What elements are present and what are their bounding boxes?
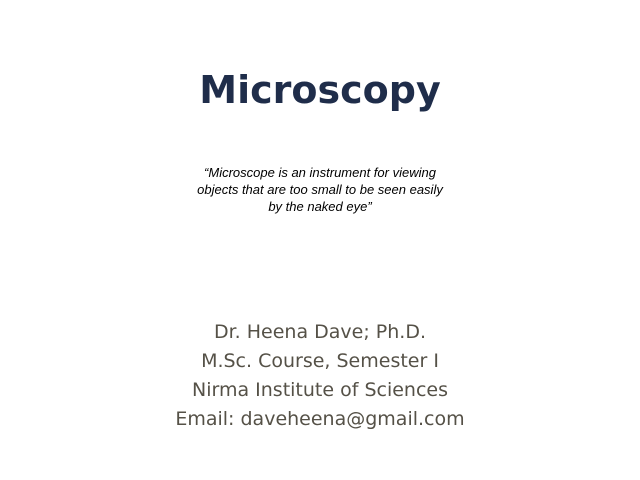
quote-line: by the naked eye”	[268, 199, 372, 214]
author-name: Dr. Heena Dave; Ph.D.	[213, 321, 427, 343]
author-info	[0, 318, 640, 434]
definition-quote	[170, 164, 470, 215]
course-info: M.Sc. Course, Semester I	[201, 350, 439, 372]
quote-line: “Microscope is an instrument for viewing	[204, 165, 436, 180]
author-email: Email: daveheena@gmail.com	[175, 408, 465, 430]
institute-name: Nirma Institute of Sciences	[191, 379, 448, 401]
slide-title: Microscopy	[199, 68, 441, 112]
quote-line: objects that are too small to be seen easily	[197, 182, 443, 197]
